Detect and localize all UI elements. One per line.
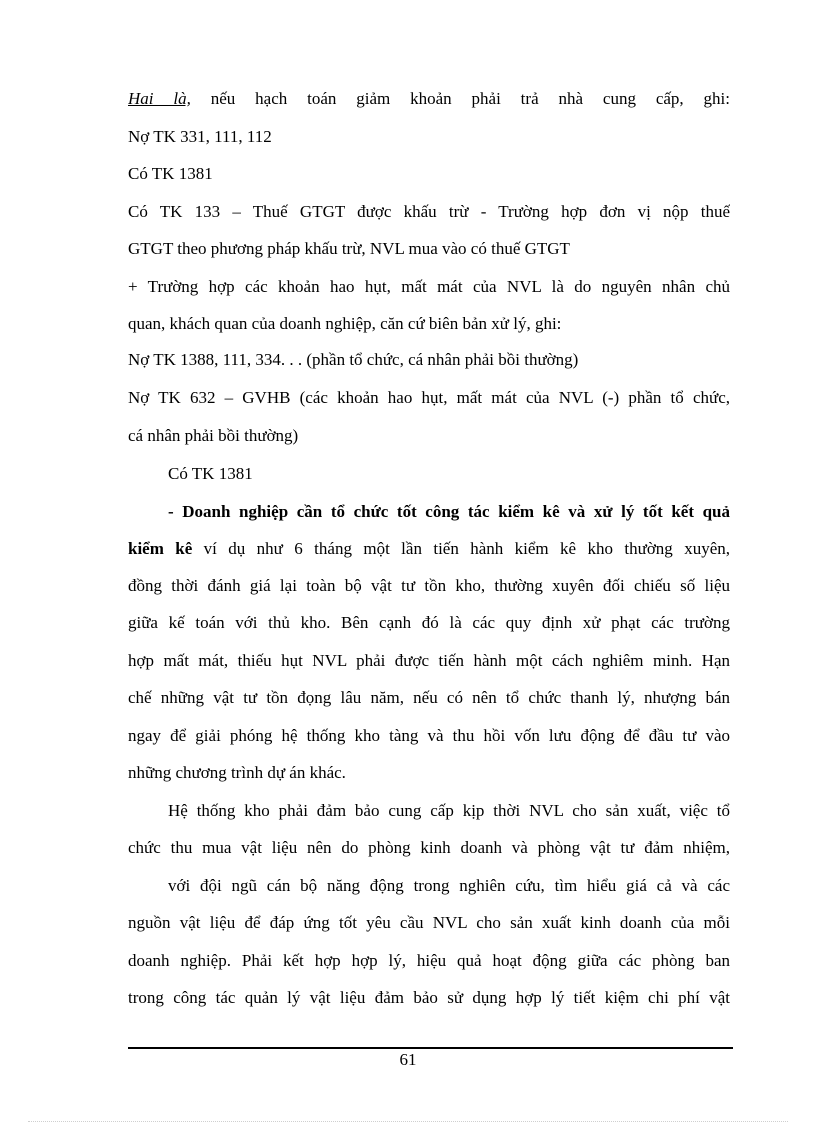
text-line: hợp mất mát, thiếu hụt NVL phải được tiến hành một cách nghiêm minh. Hạn bbox=[128, 651, 730, 670]
text-line bbox=[168, 502, 730, 522]
text-line: quan, khách quan của doanh nghiệp, căn cứ biên bản xử lý, ghi: bbox=[128, 314, 562, 333]
text-line: Hai là, nếu hạch toán giảm khoản phải trả nhà cung cấp, ghi: bbox=[128, 89, 730, 108]
text-line: giữa kế toán với thủ kho. Bên cạnh đó là các quy định xử phạt các trường bbox=[128, 613, 730, 632]
text-line: Nợ TK 1388, 111, 334. . . (phần tổ chức, cá nhân phải bồi thường) bbox=[128, 350, 579, 369]
text-line: doanh nghiệp. Phải kết hợp hợp lý, hiệu quả hoạt động giữa các phòng ban bbox=[128, 951, 730, 970]
text-line: Nợ TK 632 – GVHB (các khoản hao hụt, mất mát của NVL (-) phần tổ chức, bbox=[128, 388, 730, 407]
text-line: Có TK 1381 bbox=[168, 464, 253, 483]
text-line: GTGT theo phương pháp khấu trừ, NVL mua vào có thuế GTGT bbox=[128, 239, 570, 258]
text-line: ngay để giải phóng hệ thống kho tàng và thu hồi vốn lưu động để đầu tư vào bbox=[128, 726, 730, 745]
text-line: chế những vật tư tồn đọng lâu năm, nếu có nên tổ chức thanh lý, nhượng bán bbox=[128, 688, 730, 707]
text-line: Nợ TK 331, 111, 112 bbox=[128, 127, 272, 146]
text-line: Hệ thống kho phải đảm bảo cung cấp kịp thời NVL cho sản xuất, việc tổ bbox=[168, 801, 730, 820]
text-line: đồng thời đánh giá lại toàn bộ vật tư tồn kho, thường xuyên đối chiếu số liệu bbox=[128, 576, 730, 595]
text-line: Có TK 1381 bbox=[128, 164, 213, 183]
footer-rule bbox=[128, 1047, 733, 1049]
text-line: kiểm kê ví dụ như 6 tháng một lần tiến hành kiểm kê kho thường xuyên, bbox=[128, 539, 730, 558]
bold-heading: - Doanh nghiệp cần tổ chức tốt công tác kiểm kê và xử lý tốt kết quả bbox=[168, 502, 730, 521]
text-line: + Trường hợp các khoản hao hụt, mất mát của NVL là do nguyên nhân chủ bbox=[128, 277, 730, 296]
text-line: nguồn vật liệu để đáp ứng tốt yêu cầu NVL cho sản xuất kinh doanh của mỗi bbox=[128, 913, 730, 932]
text-line: những chương trình dự án khác. bbox=[128, 763, 346, 782]
text-line: trong công tác quản lý vật liệu đảm bảo sử dụng hợp lý tiết kiệm chi phí vật bbox=[128, 988, 730, 1007]
emphasis-lead: Hai là, bbox=[128, 89, 191, 108]
text-line: chức thu mua vật liệu nên do phòng kinh doanh và phòng vật tư đảm nhiệm, bbox=[128, 838, 730, 857]
text-line: với đội ngũ cán bộ năng động trong nghiên cứu, tìm hiểu giá cả và các bbox=[168, 876, 730, 895]
text-line: cá nhân phải bồi thường) bbox=[128, 426, 299, 445]
bold-lead: kiểm kê bbox=[128, 539, 193, 558]
page-number: 61 bbox=[399, 1050, 417, 1069]
text-line: Có TK 133 – Thuế GTGT được khấu trừ - Trường hợp đơn vị nộp thuế bbox=[128, 202, 730, 221]
page-edge-divider bbox=[28, 1121, 788, 1122]
